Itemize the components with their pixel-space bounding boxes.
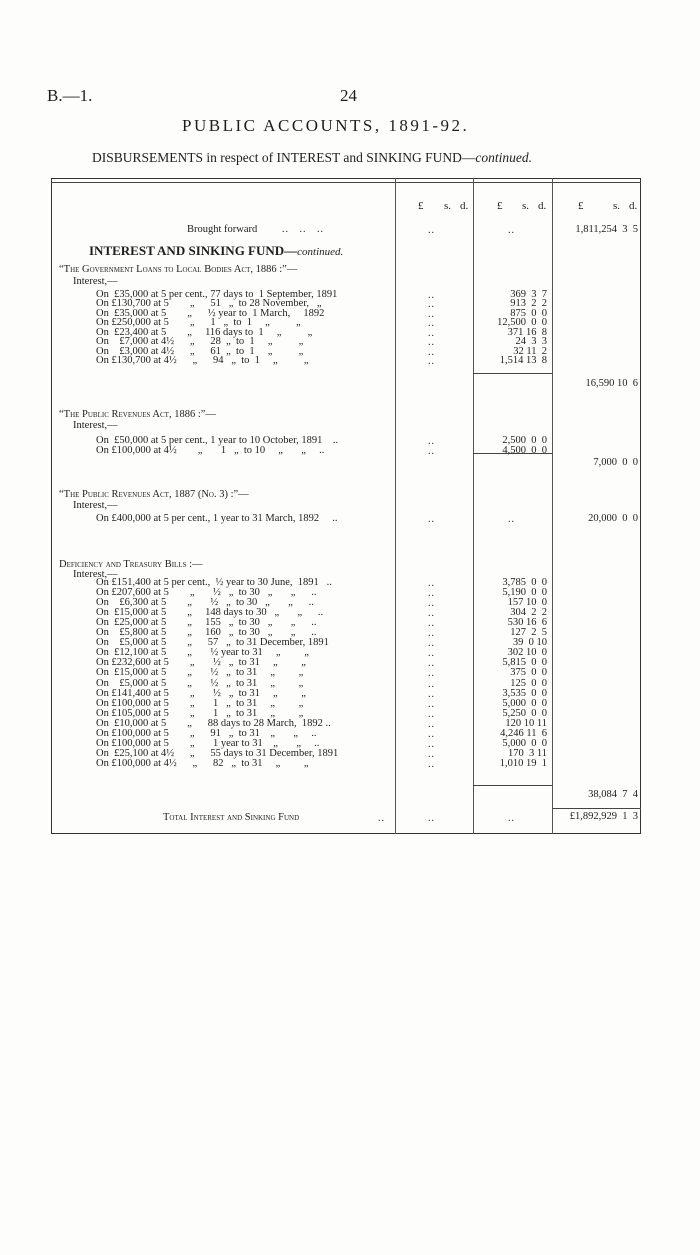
row-amount: 5,190 0 0 (502, 587, 547, 599)
brought-forward-label: Brought forward (187, 224, 258, 235)
leader-dots: .. (428, 618, 435, 630)
section-subheading: Interest,— (73, 569, 118, 580)
table-row: On £35,000 at 5 per cent., 77 days to 1 September, 1891 (96, 289, 338, 300)
row-amount: 5,815 0 0 (502, 657, 547, 669)
table-row: On £400,000 at 5 per cent., 1 year to 31 March, 1892 .. (96, 513, 338, 524)
section-subheading: Interest,— (73, 276, 118, 287)
table-row: On £6,300 at 5 „ ½ „ to 30 „ „ .. (96, 597, 314, 609)
col1-header-shillings: s. (444, 200, 452, 212)
row-amount: 32 11 2 (513, 345, 547, 357)
leader-dots: .. (428, 346, 435, 358)
table-row: On £25,100 at 4½ „ 55 days to 31 December, 1891 (96, 747, 339, 759)
section-total: 20,000 0 0 (588, 513, 638, 524)
row-amount: 157 10 0 (507, 597, 547, 609)
table-row: On £5,000 at 5 „ 57 „ to 31 December, 1891 (96, 637, 329, 649)
table-row: On £25,000 at 5 „ 155 „ to 30 „ „ .. (96, 617, 317, 629)
section-title: “The Public Revenues Act, 1886 :”— (59, 409, 216, 420)
section-total: 16,590 10 6 (585, 378, 638, 389)
table-row: On £100,000 at 5 „ 91 „ to 31 „ „ .. (96, 727, 317, 739)
table-row: On £5,000 at 5 „ ½ „ to 31 „ „ (96, 677, 304, 689)
column-divider-1 (395, 178, 396, 834)
leader-dots: .. (428, 290, 435, 301)
leader-dots: .. (428, 327, 435, 339)
brought-forward-total: 1,811,254 3 5 (575, 224, 638, 235)
row-amount: 304 2 2 (510, 607, 547, 619)
table-row: On £12,100 at 5 „ ½ year to 31 „ „ (96, 647, 309, 659)
section-subheading: Interest,— (73, 420, 118, 431)
leader-dots: .. (508, 514, 515, 525)
leader-dots: .. (508, 813, 515, 824)
leader-dots: .. (428, 728, 435, 740)
table-row: On £105,000 at 5 „ 1 „ to 31 „ „ (96, 707, 304, 719)
leader-dots: .. (428, 688, 435, 700)
row-amount: 530 16 6 (507, 617, 547, 629)
row-amount: 39 0 10 (512, 637, 547, 649)
leader-dots: .. (428, 578, 435, 589)
row-amount: 5,250 0 0 (502, 707, 547, 719)
page-subtitle (92, 150, 532, 166)
leader-dots: .. (428, 658, 435, 670)
table-row: On £3,000 at 4½ „ 61 „ to 1 „ „ (96, 345, 304, 357)
table-row: On £100,000 at 4½ „ 82 „ to 31 „ „ (96, 757, 309, 769)
row-amount: 1,010 19 1 (499, 757, 547, 769)
table-row: On £250,000 at 5 „ 1 „ to 1 „ „ (96, 317, 301, 329)
leader-dots: .. (428, 445, 435, 457)
section-heading (89, 244, 343, 259)
section-subheading: Interest,— (73, 500, 118, 511)
grand-total-label: Total Interest and Sinking Fund (163, 812, 300, 823)
subtitle-main: DISBURSEMENTS in respect of INTEREST and SINKING FUND— (92, 150, 476, 165)
table-row: On £23,400 at 5 „ 116 days to 1 „ „ (96, 326, 313, 338)
page-number: 24 (340, 86, 357, 105)
leader-dots: .. .. .. (282, 224, 324, 235)
leader-dots: .. (428, 436, 435, 447)
leader-dots: .. (428, 299, 435, 311)
col3-header-pounds: £ (578, 200, 584, 212)
row-amount: 3,785 0 0 (502, 577, 547, 588)
subtotal-rule (473, 785, 552, 786)
leader-dots: .. (428, 813, 435, 824)
leader-dots: .. (428, 356, 435, 368)
leader-dots: .. (428, 648, 435, 660)
leader-dots: .. (428, 337, 435, 349)
row-amount: 375 0 0 (510, 667, 547, 679)
row-amount: 170 3 11 (508, 747, 547, 759)
row-amount: 875 0 0 (510, 307, 547, 319)
section-title: “The Public Revenues Act, 1887 (No. 3) :”— (59, 489, 249, 500)
section-total: 38,084 7 4 (588, 789, 638, 800)
leader-dots: .. (428, 748, 435, 760)
section-title: Deficiency and Treasury Bills :— (59, 559, 203, 570)
leader-dots: .. (428, 708, 435, 720)
table-row: On £207,600 at 5 „ ½ „ to 30 „ „ .. (96, 587, 317, 599)
leader-dots: .. (428, 698, 435, 710)
leader-dots: .. (428, 628, 435, 640)
leader-dots: .. (428, 718, 435, 730)
row-amount: 371 16 8 (507, 326, 547, 338)
subtotal-rule (473, 373, 552, 374)
col1-header-pounds: £ (418, 200, 424, 212)
row-amount: 120 10 11 (505, 717, 547, 729)
page-title: PUBLIC ACCOUNTS, 1891-92. (182, 116, 470, 135)
row-amount: 127 2 5 (510, 627, 547, 639)
subtotal-rule (473, 453, 552, 454)
section-heading-italic: continued. (297, 246, 344, 258)
row-amount: 125 0 0 (510, 677, 547, 689)
table-row: On £141,400 at 5 „ ½ „ to 31 „ „ (96, 687, 306, 699)
row-amount: 4,246 11 6 (500, 727, 547, 739)
leader-dots: .. (508, 225, 515, 236)
col1-header-pence: d. (460, 200, 469, 212)
table-row: On £5,800 at 5 „ 160 „ to 30 „ „ .. (96, 627, 317, 639)
section-title: “The Government Loans to Local Bodies Act, 1886 :”— (59, 264, 298, 275)
leader-dots: .. (428, 668, 435, 680)
leader-dots: .. (428, 738, 435, 750)
leader-dots: .. (428, 514, 435, 525)
row-amount: 302 10 0 (507, 647, 547, 659)
leader-dots: .. (428, 225, 435, 236)
table-row: On £100,000 at 5 „ 1 „ to 31 „ „ (96, 697, 304, 709)
table-row: On £15,000 at 5 „ ½ „ to 31 „ „ (96, 667, 304, 679)
row-amount: 12,500 0 0 (497, 317, 547, 329)
column-divider-2 (473, 178, 474, 834)
leader-dots: .. (428, 638, 435, 650)
section-total: 7,000 0 0 (593, 457, 638, 468)
leader-dots: .. (428, 588, 435, 600)
col2-header-shillings: s. (522, 200, 530, 212)
table-row: On £151,400 at 5 per cent., ½ year to 30 June, 1891 .. (96, 577, 332, 588)
col2-header-pence: d. (538, 200, 547, 212)
row-amount: 24 3 3 (515, 336, 547, 348)
row-amount: 2,500 0 0 (502, 435, 547, 446)
leader-dots: .. (428, 678, 435, 690)
table-row: On £100,000 at 4½ „ 1 „ to 10 „ „ .. (96, 444, 325, 456)
table-row: On £10,000 at 5 „ 88 days to 28 March, 1892 .. (96, 717, 331, 729)
section-heading-main: INTEREST AND SINKING FUND— (89, 243, 298, 258)
subtitle-italic: continued. (475, 150, 532, 165)
table-row: On £100,000 at 5 „ 1 year to 31 „ „ .. (96, 737, 320, 749)
grand-total-value: £1,892,929 1 3 (569, 811, 638, 822)
page-reference: B.—1. (47, 86, 93, 105)
column-divider-3 (552, 178, 553, 834)
table-row: On £130,700 at 4½ „ 94 „ to 1 „ „ (96, 355, 309, 367)
table-row: On £35,000 at 5 „ ½ year to 1 March, 1892 (96, 307, 325, 319)
col3-header-pence: d. (629, 200, 638, 212)
row-amount: 4,500 0 0 (502, 444, 547, 456)
table-row: On £15,000 at 5 „ 148 days to 30 „ „ .. (96, 607, 324, 619)
row-amount: 5,000 0 0 (502, 697, 547, 709)
row-amount: 3,535 0 0 (502, 687, 547, 699)
row-amount: 913 2 2 (510, 298, 547, 310)
leader-dots: .. (428, 308, 435, 320)
row-amount: 5,000 0 0 (502, 737, 547, 749)
grand-total-rule (552, 808, 641, 809)
leader-dots: .. (428, 318, 435, 330)
col2-header-pounds: £ (497, 200, 503, 212)
table-row: On £7,000 at 4½ „ 28 „ to 1 „ „ (96, 336, 304, 348)
leader-dots: .. (378, 813, 385, 824)
table-row: On £130,700 at 5 „ 51 „ to 28 November, „ (96, 298, 322, 310)
row-amount: 369 3 7 (510, 289, 547, 300)
col3-header-shillings: s. (613, 200, 621, 212)
leader-dots: .. (428, 608, 435, 620)
leader-dots: .. (428, 758, 435, 770)
table-row: On £232,600 at 5 „ ½ „ to 31 „ „ (96, 657, 306, 669)
row-amount: 1,514 13 8 (499, 355, 547, 367)
table-row: On £50,000 at 5 per cent., 1 year to 10 October, 1891 .. (96, 435, 339, 446)
leader-dots: .. (428, 598, 435, 610)
